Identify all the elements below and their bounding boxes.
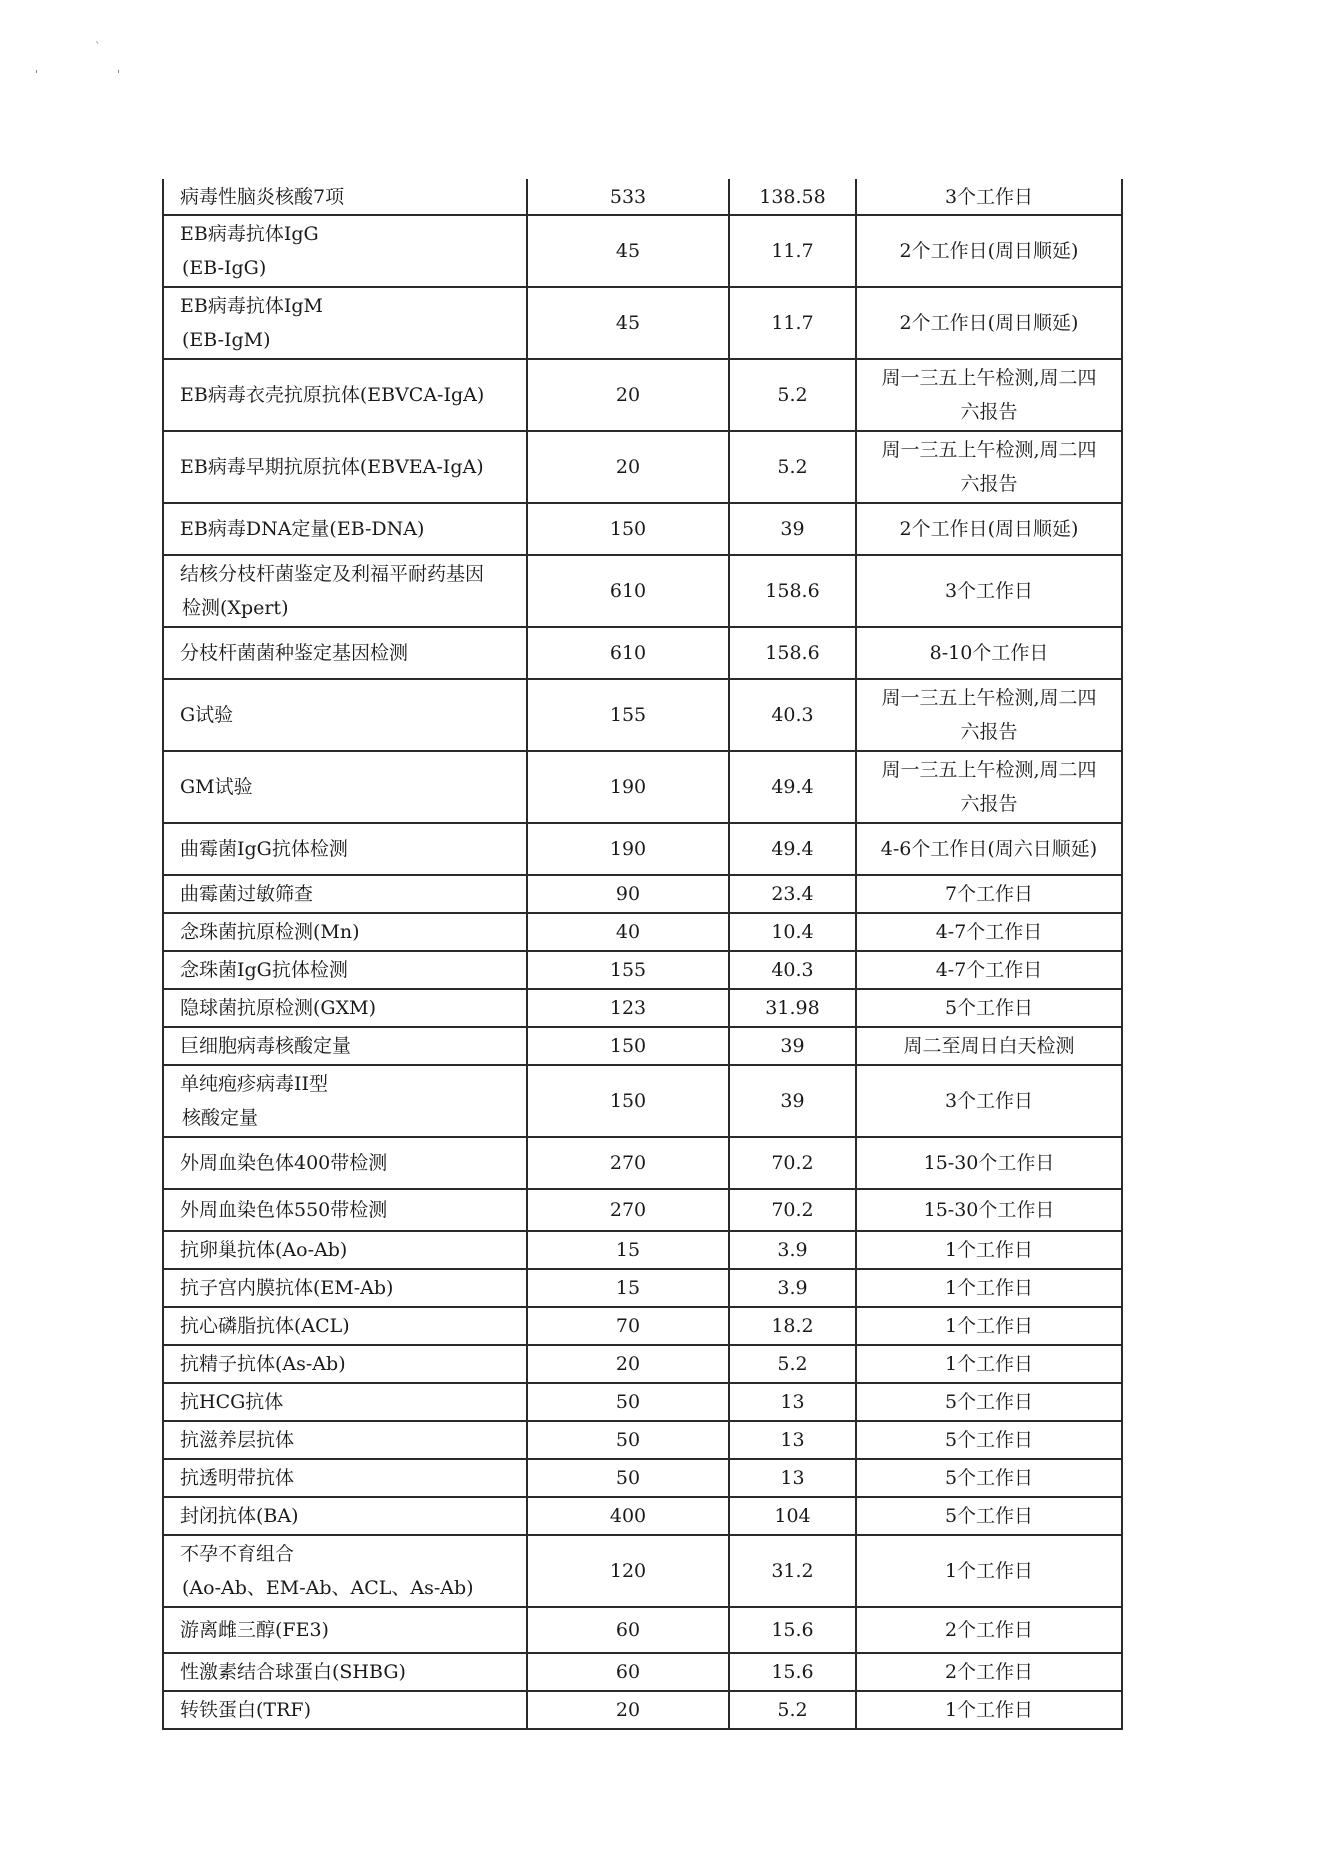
test-name-cell: [163, 1307, 527, 1345]
price-cell: 15: [527, 1231, 729, 1269]
table-row: [163, 287, 1122, 359]
table-row: [163, 555, 1122, 627]
table-row: [163, 1691, 1122, 1729]
test-name-cell: [163, 1497, 527, 1535]
fee-cell: 10.4: [729, 913, 856, 951]
test-name-cell-line: 巨细胞病毒核酸定量: [180, 1035, 352, 1057]
test-name-cell: [163, 555, 527, 627]
price-cell: 190: [527, 751, 729, 823]
price-cell: 150: [527, 503, 729, 555]
fee-cell: 158.6: [729, 555, 856, 627]
price-cell: 60: [527, 1653, 729, 1691]
fee-cell: 13: [729, 1383, 856, 1421]
price-cell: 610: [527, 555, 729, 627]
fee-cell: 23.4: [729, 875, 856, 913]
turnaround-cell-line: 3个工作日: [944, 580, 1034, 602]
fee-cell: 40.3: [729, 679, 856, 751]
test-name-cell-line: 抗透明带抗体: [180, 1467, 295, 1489]
fee-cell: 15.6: [729, 1607, 856, 1653]
price-cell: 20: [527, 1691, 729, 1729]
table-row: [163, 179, 1122, 215]
test-name-cell-line: 性激素结合球蛋白(SHBG): [180, 1661, 406, 1683]
turnaround-cell-line: 1个工作日: [944, 1277, 1034, 1299]
test-name-cell: [163, 503, 527, 555]
turnaround-cell: [856, 1459, 1122, 1497]
test-name-cell-line: (EB-IgM): [182, 329, 271, 351]
turnaround-cell: [856, 875, 1122, 913]
price-cell: 610: [527, 627, 729, 679]
turnaround-cell-line: 5个工作日: [944, 1467, 1034, 1489]
test-name-cell-line: (EB-IgG): [182, 257, 267, 279]
price-cell: 60: [527, 1607, 729, 1653]
turnaround-cell-line: 3个工作日: [944, 185, 1034, 208]
test-name-cell-line: (Ao-Ab、EM-Ab、ACL、As-Ab): [182, 1577, 474, 1599]
turnaround-cell: [856, 503, 1122, 555]
test-name-cell-line: 抗精子抗体(As-Ab): [180, 1353, 346, 1375]
turnaround-cell-line: 4-6个工作日(周六日顺延): [880, 838, 1098, 860]
price-cell: 45: [527, 287, 729, 359]
test-name-cell-line: 抗HCG抗体: [180, 1391, 284, 1413]
fee-cell: 40.3: [729, 951, 856, 989]
fee-cell: 5.2: [729, 359, 856, 431]
fee-cell: 5.2: [729, 1345, 856, 1383]
test-name-cell: [163, 913, 527, 951]
turnaround-cell-line: 六报告: [960, 401, 1018, 423]
test-name-cell: [163, 875, 527, 913]
turnaround-cell-line: 周一三五上午检测,周二四: [881, 759, 1097, 781]
turnaround-cell-line: 2个工作日(周日顺延): [899, 518, 1079, 540]
turnaround-cell: [856, 1607, 1122, 1653]
price-cell: 155: [527, 951, 729, 989]
fee-cell: 3.9: [729, 1231, 856, 1269]
table-row: [163, 1027, 1122, 1065]
turnaround-cell: [856, 913, 1122, 951]
fee-cell: 31.2: [729, 1535, 856, 1607]
test-name-cell: [163, 951, 527, 989]
turnaround-cell: [856, 179, 1122, 215]
test-name-cell: [163, 679, 527, 751]
test-name-cell: [163, 751, 527, 823]
turnaround-cell-line: 1个工作日: [944, 1315, 1034, 1337]
test-name-cell-line: 病毒性脑炎核酸7项: [180, 185, 345, 208]
test-name-cell-line: 游离雌三醇(FE3): [180, 1619, 329, 1641]
turnaround-cell: [856, 1307, 1122, 1345]
test-name-cell: [163, 823, 527, 875]
turnaround-cell: [856, 1497, 1122, 1535]
test-name-cell-line: 外周血染色体400带检测: [180, 1152, 388, 1174]
price-cell: 400: [527, 1497, 729, 1535]
test-name-cell-line: 隐球菌抗原检测(GXM): [180, 997, 376, 1019]
test-name-cell-line: 抗子宫内膜抗体(EM-Ab): [180, 1277, 394, 1299]
test-name-cell: [163, 1345, 527, 1383]
price-cell: 270: [527, 1189, 729, 1231]
table-row: [163, 1421, 1122, 1459]
table-row: [163, 215, 1122, 287]
table-row: [163, 627, 1122, 679]
price-cell: 90: [527, 875, 729, 913]
turnaround-cell: [856, 679, 1122, 751]
table-row: [163, 679, 1122, 751]
turnaround-cell-line: 1个工作日: [944, 1239, 1034, 1261]
test-name-cell-line: EB病毒衣壳抗原抗体(EBVCA-IgA): [180, 384, 485, 406]
turnaround-cell: [856, 823, 1122, 875]
turnaround-cell-line: 15-30个工作日: [923, 1199, 1055, 1221]
turnaround-cell-line: 六报告: [960, 721, 1018, 743]
turnaround-cell-line: 5个工作日: [944, 1429, 1034, 1451]
turnaround-cell-line: 1个工作日: [944, 1699, 1034, 1721]
test-name-cell: [163, 431, 527, 503]
turnaround-cell-line: 1个工作日: [944, 1353, 1034, 1375]
turnaround-cell: [856, 1345, 1122, 1383]
fee-cell: 39: [729, 1065, 856, 1137]
turnaround-cell-line: 7个工作日: [944, 883, 1034, 905]
test-name-cell-line: 抗滋养层抗体: [180, 1429, 295, 1451]
test-price-table: [162, 179, 1123, 1730]
turnaround-cell: [856, 1065, 1122, 1137]
test-name-cell: [163, 1269, 527, 1307]
table-row: [163, 1269, 1122, 1307]
turnaround-cell-line: 4-7个工作日: [935, 959, 1043, 981]
turnaround-cell: [856, 1653, 1122, 1691]
fee-cell: 104: [729, 1497, 856, 1535]
price-cell: 20: [527, 1345, 729, 1383]
turnaround-cell-line: 六报告: [960, 793, 1018, 815]
turnaround-cell: [856, 751, 1122, 823]
test-name-cell-line: 念珠菌抗原检测(Mn): [180, 921, 360, 943]
price-cell: 270: [527, 1137, 729, 1189]
test-name-cell: [163, 1231, 527, 1269]
fee-cell: 49.4: [729, 823, 856, 875]
scan-mark: `: [95, 40, 101, 53]
table-row: [163, 1459, 1122, 1497]
test-name-cell-line: 分枝杆菌菌种鉴定基因检测: [180, 642, 409, 664]
test-name-cell: [163, 1065, 527, 1137]
turnaround-cell: [856, 627, 1122, 679]
table-row: [163, 1653, 1122, 1691]
table-row: [163, 913, 1122, 951]
test-name-cell: [163, 215, 527, 287]
turnaround-cell: [856, 1027, 1122, 1065]
test-name-cell: [163, 1421, 527, 1459]
test-name-cell: [163, 179, 527, 215]
test-name-cell-line: 曲霉菌IgG抗体检测: [180, 838, 348, 860]
test-name-cell: [163, 1383, 527, 1421]
table-row: [163, 751, 1122, 823]
turnaround-cell-line: 4-7个工作日: [935, 921, 1043, 943]
turnaround-cell: [856, 1231, 1122, 1269]
price-cell: 50: [527, 1383, 729, 1421]
fee-cell: 11.7: [729, 287, 856, 359]
table-row: [163, 1307, 1122, 1345]
table-row: [163, 1065, 1122, 1137]
turnaround-cell: [856, 1421, 1122, 1459]
table-row: [163, 1535, 1122, 1607]
test-name-cell-line: 外周血染色体550带检测: [180, 1199, 388, 1221]
test-name-cell-line: EB病毒抗体IgM: [180, 295, 323, 317]
turnaround-cell-line: 5个工作日: [944, 997, 1034, 1019]
scan-mark: ': [117, 68, 121, 81]
test-name-cell: [163, 287, 527, 359]
turnaround-cell: [856, 215, 1122, 287]
turnaround-cell-line: 周二至周日白天检测: [903, 1035, 1075, 1057]
test-name-cell: [163, 627, 527, 679]
fee-cell: 11.7: [729, 215, 856, 287]
table-row: [163, 951, 1122, 989]
table-row: [163, 503, 1122, 555]
price-cell: 190: [527, 823, 729, 875]
table-row: [163, 823, 1122, 875]
test-name-cell: [163, 1691, 527, 1729]
table-row: [163, 1383, 1122, 1421]
fee-cell: 3.9: [729, 1269, 856, 1307]
turnaround-cell-line: 六报告: [960, 473, 1018, 495]
turnaround-cell-line: 2个工作日(周日顺延): [899, 240, 1079, 262]
test-name-cell: [163, 1535, 527, 1607]
table-row: [163, 431, 1122, 503]
fee-cell: 70.2: [729, 1137, 856, 1189]
turnaround-cell: [856, 1691, 1122, 1729]
price-cell: 50: [527, 1459, 729, 1497]
table-row: [163, 1189, 1122, 1231]
turnaround-cell-line: 周一三五上午检测,周二四: [881, 367, 1097, 389]
test-name-cell: [163, 1027, 527, 1065]
turnaround-cell-line: 2个工作日(周日顺延): [899, 312, 1079, 334]
test-name-cell: [163, 1607, 527, 1653]
price-cell: 20: [527, 359, 729, 431]
price-cell: 40: [527, 913, 729, 951]
test-name-cell: [163, 1459, 527, 1497]
test-name-cell-line: EB病毒DNA定量(EB-DNA): [180, 518, 425, 540]
price-cell: 15: [527, 1269, 729, 1307]
test-name-cell-line: GM试验: [180, 776, 253, 798]
fee-cell: 31.98: [729, 989, 856, 1027]
table-row: [163, 1607, 1122, 1653]
test-name-cell-line: 单纯疱疹病毒II型: [180, 1073, 329, 1095]
test-name-cell: [163, 1653, 527, 1691]
turnaround-cell: [856, 1269, 1122, 1307]
test-name-cell-line: 抗卵巢抗体(Ao-Ab): [180, 1239, 348, 1261]
test-name-cell: [163, 1137, 527, 1189]
test-name-cell-line: 不孕不育组合: [180, 1543, 295, 1565]
test-name-cell-line: 检测(Xpert): [182, 597, 289, 619]
price-cell: 150: [527, 1065, 729, 1137]
test-name-cell-line: EB病毒早期抗原抗体(EBVEA-IgA): [180, 456, 484, 478]
fee-cell: 5.2: [729, 1691, 856, 1729]
test-name-cell-line: 结核分枝杆菌鉴定及利福平耐药基因: [180, 563, 485, 585]
table-row: [163, 989, 1122, 1027]
turnaround-cell-line: 周一三五上午检测,周二四: [881, 687, 1097, 709]
turnaround-cell-line: 5个工作日: [944, 1391, 1034, 1413]
fee-cell: 39: [729, 503, 856, 555]
fee-cell: 13: [729, 1421, 856, 1459]
price-cell: 70: [527, 1307, 729, 1345]
test-name-cell: [163, 1189, 527, 1231]
test-name-cell-line: 念珠菌IgG抗体检测: [180, 959, 348, 981]
table-row: [163, 359, 1122, 431]
turnaround-cell: [856, 359, 1122, 431]
fee-cell: 15.6: [729, 1653, 856, 1691]
table-row: [163, 875, 1122, 913]
test-name-cell-line: G试验: [180, 704, 234, 726]
fee-cell: 138.58: [729, 179, 856, 215]
price-cell: 45: [527, 215, 729, 287]
test-name-cell: [163, 359, 527, 431]
scan-mark: ': [35, 68, 39, 81]
price-cell: 155: [527, 679, 729, 751]
turnaround-cell-line: 5个工作日: [944, 1505, 1034, 1527]
fee-cell: 13: [729, 1459, 856, 1497]
price-cell: 123: [527, 989, 729, 1027]
test-name-cell-line: 封闭抗体(BA): [180, 1505, 299, 1527]
turnaround-cell-line: 1个工作日: [944, 1560, 1034, 1582]
fee-cell: 49.4: [729, 751, 856, 823]
turnaround-cell: [856, 1189, 1122, 1231]
fee-cell: 18.2: [729, 1307, 856, 1345]
test-name-cell-line: 抗心磷脂抗体(ACL): [180, 1315, 350, 1337]
fee-cell: 39: [729, 1027, 856, 1065]
turnaround-cell: [856, 951, 1122, 989]
price-cell: 20: [527, 431, 729, 503]
turnaround-cell-line: 15-30个工作日: [923, 1152, 1055, 1174]
turnaround-cell-line: 周一三五上午检测,周二四: [881, 439, 1097, 461]
turnaround-cell: [856, 287, 1122, 359]
turnaround-cell: [856, 1383, 1122, 1421]
table-row: [163, 1137, 1122, 1189]
price-cell: 50: [527, 1421, 729, 1459]
turnaround-cell: [856, 989, 1122, 1027]
price-cell: 533: [527, 179, 729, 215]
table-body: [163, 179, 1122, 1729]
test-name-cell-line: EB病毒抗体IgG: [180, 223, 319, 245]
table-row: [163, 1345, 1122, 1383]
turnaround-cell-line: 3个工作日: [944, 1090, 1034, 1112]
test-name-cell-line: 核酸定量: [182, 1107, 259, 1129]
turnaround-cell-line: 8-10个工作日: [929, 642, 1049, 664]
turnaround-cell-line: 2个工作日: [944, 1661, 1034, 1683]
turnaround-cell: [856, 555, 1122, 627]
fee-cell: 158.6: [729, 627, 856, 679]
turnaround-cell-line: 2个工作日: [944, 1619, 1034, 1641]
table-row: [163, 1497, 1122, 1535]
turnaround-cell: [856, 1535, 1122, 1607]
test-name-cell: [163, 989, 527, 1027]
test-name-cell-line: 转铁蛋白(TRF): [180, 1699, 311, 1721]
turnaround-cell: [856, 1137, 1122, 1189]
fee-cell: 5.2: [729, 431, 856, 503]
turnaround-cell: [856, 431, 1122, 503]
price-cell: 150: [527, 1027, 729, 1065]
test-name-cell-line: 曲霉菌过敏筛查: [180, 883, 314, 905]
price-cell: 120: [527, 1535, 729, 1607]
table-row: [163, 1231, 1122, 1269]
fee-cell: 70.2: [729, 1189, 856, 1231]
